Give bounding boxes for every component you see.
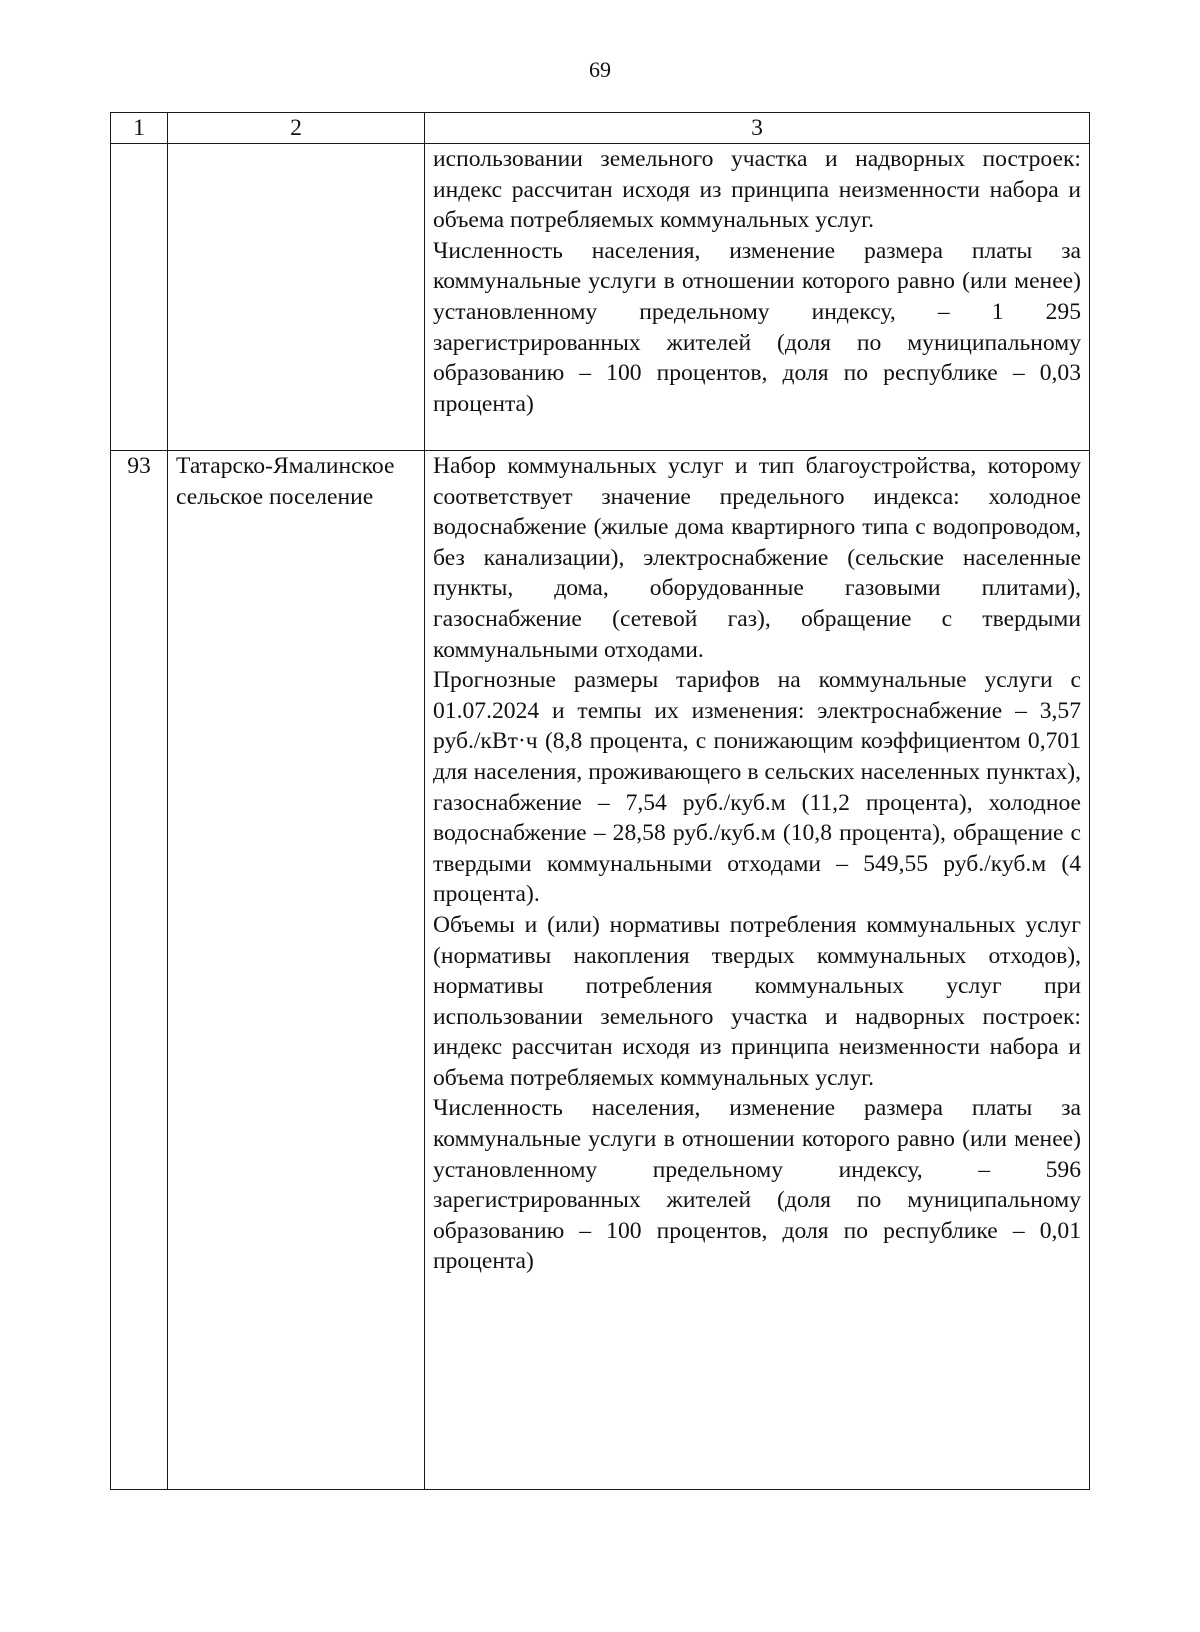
column-header-1: 1 [111, 113, 168, 144]
description-cell [425, 451, 1090, 1490]
table-row-continued [111, 144, 1090, 451]
settlement-name-cell [168, 144, 425, 451]
description-paragraph: Набор коммунальных услуг и тип благоустройства, которому соответствует значение предельного индекса: холодное водоснабжение (жилые дома квартирного типа с водопроводом, без канализации), электроснабжение (сельские населенные пункты, дома, оборудованные газовыми плитами), газоснабжение (сетевой газ), обращение с твердыми коммунальными отходами. [433, 453, 1081, 663]
page-number: 69 [589, 57, 611, 82]
column-header-2: 2 [168, 113, 425, 144]
description-paragraph: использовании земельного участка и надворных построек: индекс рассчитан исходя из принципа неизменности набора и объема потребляемых коммунальных услуг. [433, 146, 1081, 234]
description-paragraph: Численность населения, изменение размера платы за коммунальные услуги в отношении которого равно (или менее) установленному предельному индексу, – 596 зарегистрированных жителей (доля по муниципальному образованию – 100 процентов, доля по республике – 0,01 процента) [433, 1095, 1081, 1275]
settlement-name-cell: Татарско-Ямалинское сельское поселение [168, 451, 425, 1490]
table-header-row [111, 113, 1090, 144]
tariff-table [110, 112, 1090, 1490]
row-number-cell [111, 144, 168, 451]
description-cell [425, 144, 1090, 451]
column-header-3: 3 [425, 113, 1090, 144]
description-paragraph: Численность населения, изменение размера платы за коммунальные услуги в отношении которого равно (или менее) установленному предельному индексу, – 1 295 зарегистрированных жителей (доля по муниципальному образованию – 100 процентов, доля по республике – 0,03 процента) [433, 237, 1081, 417]
description-paragraph: Объемы и (или) нормативы потребления коммунальных услуг (нормативы накопления твердых коммунальных отходов), нормативы потребления коммунальных услуг при использовании земельного участка и надворных построек: индекс рассчитан исходя из принципа неизменности набора и объема потребляемых коммунальных услуг. [433, 911, 1081, 1091]
table-row-93 [111, 451, 1090, 1490]
description-paragraph: Прогнозные размеры тарифов на коммунальные услуги с 01.07.2024 и темпы их изменения: электроснабжение – 3,57 руб./кВт·ч (8,8 процента, с понижающим коэффициентом 0,701 для населения, проживающего в сельских населенных пунктах), газоснабжение – 7,54 руб./куб.м (11,2 процента), холодное водоснабжение – 28,58 руб./куб.м (10,8 процента), обращение с твердыми коммунальными отходами – 549,55 руб./куб.м (4 процента). [433, 667, 1081, 908]
row-number-cell: 93 [111, 451, 168, 1490]
